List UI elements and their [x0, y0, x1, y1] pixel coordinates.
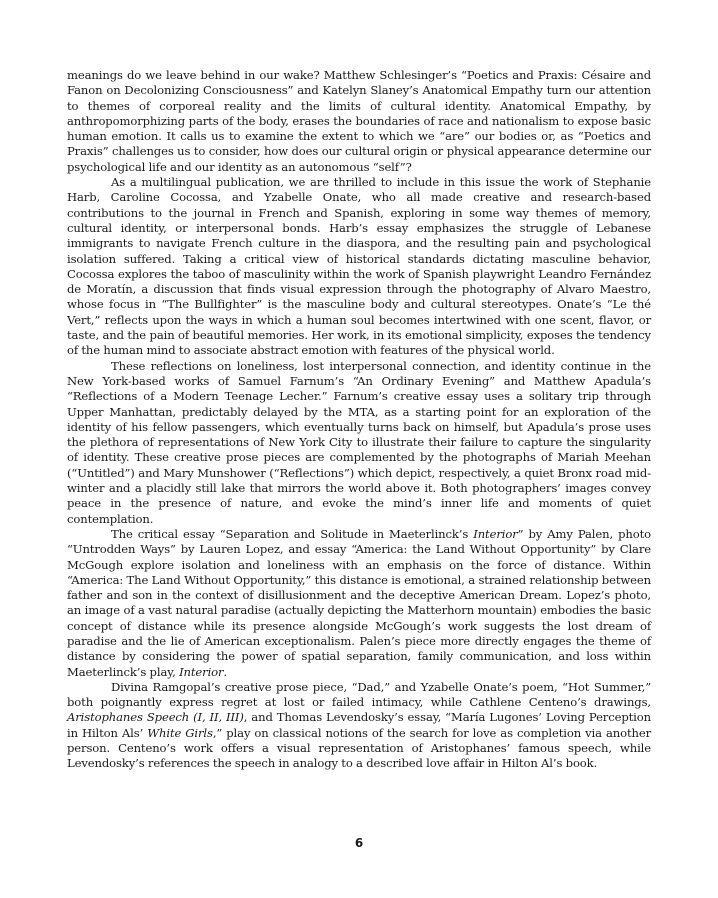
page-number: 6	[354, 836, 364, 850]
paragraph: As a multilingual publication, we are thrilled to include in this issue the work of Stephanie Harb, Caroline Cocossa, and Yzabelle Onate, who all made creative and research-based contributions to the journal in French and Spanish, exploring in some way themes of memory, cultural identity, or interpersonal bonds. Harb’s essay emphasizes the struggle of Lebanese immigrants to navigate French culture in the diaspora, and the resulting pain and psychological isolation suffered. Taking a critical view of historical standards dictating masculine behavior, Cocossa explores the taboo of masculinity within the work of Spanish playwright Leandro Fernández de Moratín, a discussion that finds visual expression through the photography of Alvaro Maestro, whose focus in “The Bullfighter” is the masculine body and cultural stereotypes. Onate’s “Le thé Vert,” reflects upon the ways in which a human soul becomes intertwined with one scent, flavor, or taste, and the pain of beautiful memories. Her work, in its emotional simplicity, exposes the tendency of the human mind to associate abstract emotion with features of the physical world.	[67, 175, 651, 358]
paragraph-text: ” by Amy Palen, photo “Untrodden Ways” by Lauren Lopez, and essay “America: the Land Without Opportunity” by Clare McGough explore isolation and loneliness with an emphasis on the force of distance. Within “America: The Land Without Opportunity,” this distance is emotional, a strained relationship between father and son in the context of disillusionment and the deceptive American Dream. Lopez’s photo, an image of a vast natural paradise (actually depicting the Matterhorn mountain) embodies the basic concept of distance while its presence alongside McGough’s work suggests the lost dream of paradise and the lie of American exceptionalism. Palen’s piece more directly engages the theme of distance by considering the power of spatial separation, family communication, and loss within Maeterlinck’s play,	[67, 526, 651, 679]
paragraph-text: .	[223, 664, 228, 679]
paragraph	[67, 680, 651, 772]
paragraph-text: The critical essay “Separation and Solitude in Maeterlinck’s	[111, 526, 474, 541]
title-italic: Aristophanes Speech (I, II, III)	[67, 710, 244, 725]
document-body	[67, 68, 651, 772]
title-italic: Interior	[179, 664, 224, 679]
paragraph: meanings do we leave behind in our wake? Matthew Schlesinger’s “Poetics and Praxis: Césaire and Fanon on Decolonizing Consciousness” and Katelyn Slaney’s Anatomical Empathy turn our attention to themes of corporeal reality and the limits of cultural identity. Anatomical Empathy, by anthropomorphizing parts of the body, erases the boundaries of race and nationalism to expose basic human emotion. It calls us to examine the extent to which we “are” our bodies or, as “Poetics and Praxis” challenges us to consider, how does our cultural origin or physical appearance determine our psychological life and our identity as an autonomous “self”?	[67, 68, 651, 174]
paragraph	[67, 527, 651, 680]
title-italic: White Girls	[147, 725, 213, 740]
paragraph: These reflections on loneliness, lost interpersonal connection, and identity continue in the New York-based works of Samuel Farnum’s “An Ordinary Evening” and Matthew Apadula’s “Reflections of a Modern Teenage Lecher.” Farnum’s creative essay uses a solitary trip through Upper Manhattan, predictably delayed by the MTA, as a starting point for an exploration of the identity of his fellow passengers, which eventually turns back on himself, but Apadula’s prose uses the plethora of representations of New York City to illustrate their failure to capture the singularity of identity. These creative prose pieces are complemented by the photographs of Mariah Meehan (“Untitled”) and Mary Munshower (“Reflections”) which depict, respectively, a quiet Bronx road mid-winter and a placidly still lake that mirrors the world above it. Both photographers’ images convey peace in the presence of nature, and evoke the mind’s inner life and moments of quiet contemplation.	[67, 358, 651, 526]
paragraph-text: ,” play on classical notions of the search for love as completion via another person. Centeno’s work offers a visual representation of Aristophanes’ famous speech, while Levendosky’s references the speech in analogy to a described love affair in Hilton Al’s book.	[67, 725, 651, 771]
paragraph-text: , and Thomas Levendosky’s essay, “María Lugones’ Loving Perception in Hilton Als’	[67, 710, 651, 740]
title-italic: Interior	[473, 526, 518, 541]
paragraph-text: Divina Ramgopal’s creative prose piece, “Dad,” and Yzabelle Onate’s poem, “Hot Summer,” both poignantly express regret at lost or failed intimacy, while Cathlene Centeno’s drawings,	[67, 679, 651, 710]
